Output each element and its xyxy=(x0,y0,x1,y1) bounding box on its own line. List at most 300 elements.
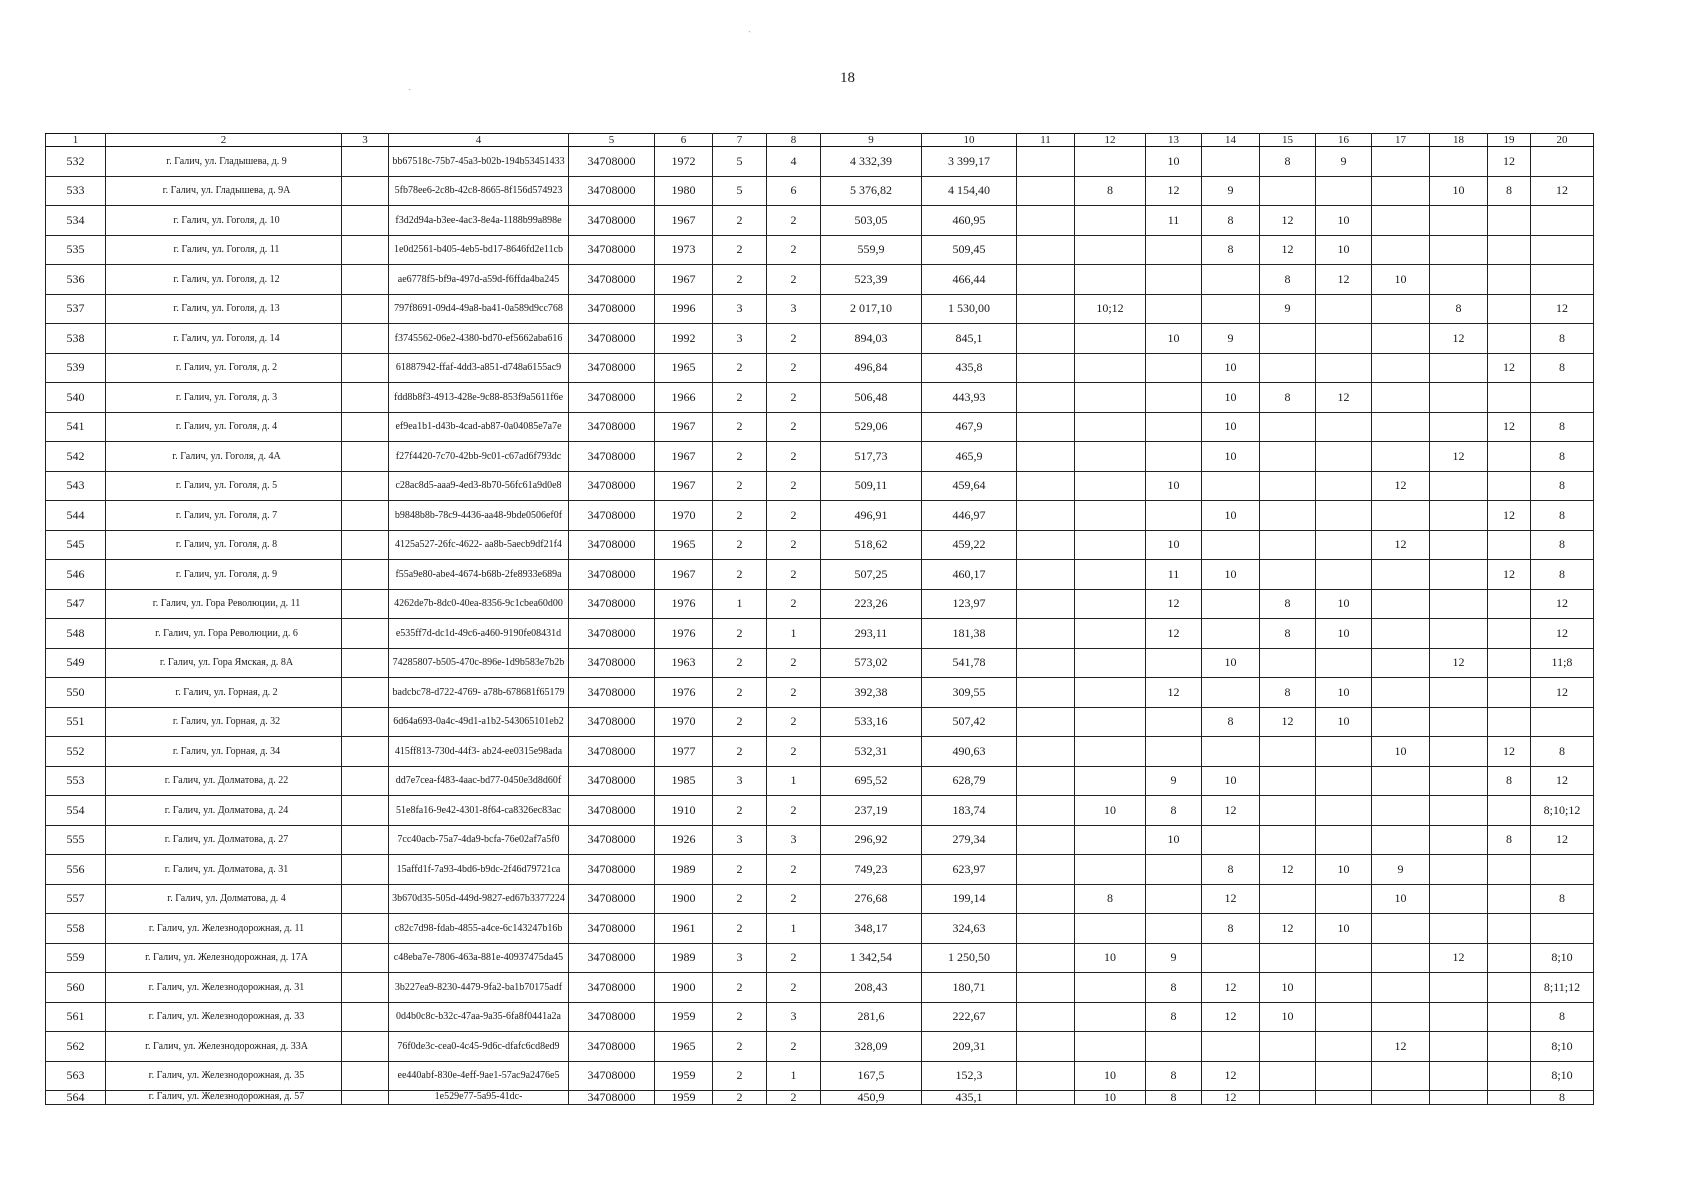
cell-col-4: 15affd1f-7a93-4bd6-b9dc-2f46d79721ca xyxy=(389,855,569,885)
cell-col-7: 2 xyxy=(713,737,767,767)
cell-col-1: 553 xyxy=(46,766,106,796)
cell-col-13: 9 xyxy=(1146,943,1202,973)
table-row xyxy=(46,884,1594,914)
cell-col-6: 1992 xyxy=(655,324,713,354)
cell-col-6: 1910 xyxy=(655,796,713,826)
table-row xyxy=(46,796,1594,826)
cell-col-12: 10 xyxy=(1075,1091,1146,1105)
table-row xyxy=(46,678,1594,708)
cell-col-13 xyxy=(1146,914,1202,944)
cell-col-2: г. Галич, ул. Долматова, д. 22 xyxy=(106,766,342,796)
cell-col-20 xyxy=(1531,383,1594,413)
cell-col-7: 2 xyxy=(713,501,767,531)
column-header-8: 8 xyxy=(767,134,821,147)
cell-col-9: 5 376,82 xyxy=(821,176,922,206)
cell-col-17 xyxy=(1372,294,1430,324)
cell-col-2: г. Галич, ул. Железнодорожная, д. 33 xyxy=(106,1002,342,1032)
cell-col-15: 12 xyxy=(1260,206,1316,236)
cell-col-3 xyxy=(342,855,389,885)
column-number-row xyxy=(46,134,1594,147)
cell-col-3 xyxy=(342,383,389,413)
cell-col-4: 51e8fa16-9e42-4301-8f64-ca8326ec83ac xyxy=(389,796,569,826)
page-number: 18 xyxy=(840,70,855,86)
cell-col-4: 61887942-ffaf-4dd3-a851-d748a6155ac9 xyxy=(389,353,569,383)
cell-col-14: 9 xyxy=(1202,176,1260,206)
cell-col-2: г. Галич, ул. Долматова, д. 31 xyxy=(106,855,342,885)
cell-col-14: 8 xyxy=(1202,206,1260,236)
cell-col-8: 2 xyxy=(767,737,821,767)
table-row xyxy=(46,648,1594,678)
cell-col-2: г. Галич, ул. Гоголя, д. 3 xyxy=(106,383,342,413)
cell-col-9: 894,03 xyxy=(821,324,922,354)
cell-col-8: 3 xyxy=(767,1002,821,1032)
cell-col-14: 12 xyxy=(1202,1091,1260,1105)
cell-col-12 xyxy=(1075,235,1146,265)
cell-col-2: г. Галич, ул. Гора Ямская, д. 8А xyxy=(106,648,342,678)
cell-col-7: 2 xyxy=(713,442,767,472)
cell-col-12 xyxy=(1075,766,1146,796)
cell-col-9: 293,11 xyxy=(821,619,922,649)
cell-col-7: 5 xyxy=(713,176,767,206)
cell-col-9: 532,31 xyxy=(821,737,922,767)
cell-col-20 xyxy=(1531,235,1594,265)
cell-col-2: г. Галич, ул. Гоголя, д. 9 xyxy=(106,560,342,590)
cell-col-17 xyxy=(1372,973,1430,1003)
cell-col-1: 554 xyxy=(46,796,106,826)
cell-col-7: 2 xyxy=(713,678,767,708)
cell-col-12 xyxy=(1075,973,1146,1003)
cell-col-17 xyxy=(1372,943,1430,973)
cell-col-8: 1 xyxy=(767,619,821,649)
table-row xyxy=(46,442,1594,472)
cell-col-10: 509,45 xyxy=(922,235,1017,265)
cell-col-17 xyxy=(1372,825,1430,855)
cell-col-11 xyxy=(1017,707,1075,737)
cell-col-12 xyxy=(1075,737,1146,767)
table-row xyxy=(46,737,1594,767)
cell-col-2: г. Галич, ул. Долматова, д. 4 xyxy=(106,884,342,914)
cell-col-10: 443,93 xyxy=(922,383,1017,413)
cell-col-5: 34708000 xyxy=(569,1091,655,1105)
cell-col-8: 2 xyxy=(767,1091,821,1105)
cell-col-8: 2 xyxy=(767,648,821,678)
cell-col-14: 12 xyxy=(1202,796,1260,826)
cell-col-15 xyxy=(1260,737,1316,767)
cell-col-10: 623,97 xyxy=(922,855,1017,885)
cell-col-9: 507,25 xyxy=(821,560,922,590)
cell-col-1: 545 xyxy=(46,530,106,560)
cell-col-13 xyxy=(1146,707,1202,737)
cell-col-1: 540 xyxy=(46,383,106,413)
cell-col-11 xyxy=(1017,383,1075,413)
cell-col-19 xyxy=(1488,619,1531,649)
cell-col-1: 538 xyxy=(46,324,106,354)
cell-col-4: 5fb78ee6-2c8b-42c8-8665-8f156d574923 xyxy=(389,176,569,206)
cell-col-18 xyxy=(1430,737,1488,767)
cell-col-3 xyxy=(342,619,389,649)
table-row xyxy=(46,471,1594,501)
cell-col-19 xyxy=(1488,648,1531,678)
cell-col-13: 12 xyxy=(1146,678,1202,708)
cell-col-2: г. Галич, ул. Гладышева, д. 9 xyxy=(106,147,342,177)
table-row xyxy=(46,855,1594,885)
cell-col-10: 459,64 xyxy=(922,471,1017,501)
cell-col-14: 10 xyxy=(1202,353,1260,383)
cell-col-19 xyxy=(1488,589,1531,619)
cell-col-8: 2 xyxy=(767,973,821,1003)
cell-col-12 xyxy=(1075,324,1146,354)
cell-col-16: 10 xyxy=(1316,855,1372,885)
cell-col-16 xyxy=(1316,825,1372,855)
cell-col-7: 2 xyxy=(713,471,767,501)
cell-col-10: 209,31 xyxy=(922,1032,1017,1062)
cell-col-9: 167,5 xyxy=(821,1061,922,1091)
cell-col-18: 12 xyxy=(1430,324,1488,354)
cell-col-5: 34708000 xyxy=(569,619,655,649)
cell-col-14 xyxy=(1202,589,1260,619)
cell-col-13: 10 xyxy=(1146,147,1202,177)
cell-col-16 xyxy=(1316,1061,1372,1091)
cell-col-1: 555 xyxy=(46,825,106,855)
cell-col-10: 199,14 xyxy=(922,884,1017,914)
cell-col-14 xyxy=(1202,471,1260,501)
cell-col-18 xyxy=(1430,501,1488,531)
cell-col-8: 2 xyxy=(767,383,821,413)
table-row xyxy=(46,707,1594,737)
table-row xyxy=(46,412,1594,442)
cell-col-18 xyxy=(1430,265,1488,295)
cell-col-19: 12 xyxy=(1488,560,1531,590)
cell-col-11 xyxy=(1017,324,1075,354)
cell-col-6: 1959 xyxy=(655,1002,713,1032)
cell-col-19: 12 xyxy=(1488,147,1531,177)
cell-col-16 xyxy=(1316,973,1372,1003)
cell-col-8: 6 xyxy=(767,176,821,206)
cell-col-14 xyxy=(1202,943,1260,973)
cell-col-2: г. Галич, ул. Гоголя, д. 14 xyxy=(106,324,342,354)
cell-col-17: 9 xyxy=(1372,855,1430,885)
cell-col-10: 459,22 xyxy=(922,530,1017,560)
cell-col-12 xyxy=(1075,825,1146,855)
cell-col-11 xyxy=(1017,353,1075,383)
cell-col-10: 1 530,00 xyxy=(922,294,1017,324)
cell-col-6: 1972 xyxy=(655,147,713,177)
cell-col-3 xyxy=(342,560,389,590)
cell-col-12 xyxy=(1075,353,1146,383)
cell-col-19 xyxy=(1488,678,1531,708)
cell-col-1: 562 xyxy=(46,1032,106,1062)
cell-col-9: 509,11 xyxy=(821,471,922,501)
cell-col-19 xyxy=(1488,1032,1531,1062)
cell-col-12 xyxy=(1075,707,1146,737)
cell-col-10: 435,1 xyxy=(922,1091,1017,1105)
cell-col-7: 2 xyxy=(713,707,767,737)
cell-col-2: г. Галич, ул. Горная, д. 34 xyxy=(106,737,342,767)
cell-col-15 xyxy=(1260,648,1316,678)
cell-col-3 xyxy=(342,796,389,826)
cell-col-5: 34708000 xyxy=(569,648,655,678)
cell-col-4: 3b670d35-505d-449d-9827-ed67b3377224 xyxy=(389,884,569,914)
cell-col-20: 8 xyxy=(1531,412,1594,442)
cell-col-7: 3 xyxy=(713,766,767,796)
cell-col-11 xyxy=(1017,265,1075,295)
cell-col-8: 4 xyxy=(767,147,821,177)
cell-col-6: 1967 xyxy=(655,206,713,236)
column-header-12: 12 xyxy=(1075,134,1146,147)
cell-col-11 xyxy=(1017,530,1075,560)
cell-col-2: г. Галич, ул. Железнодорожная, д. 31 xyxy=(106,973,342,1003)
cell-col-5: 34708000 xyxy=(569,294,655,324)
cell-col-13: 11 xyxy=(1146,560,1202,590)
cell-col-13 xyxy=(1146,294,1202,324)
cell-col-15: 8 xyxy=(1260,265,1316,295)
cell-col-18 xyxy=(1430,147,1488,177)
cell-col-8: 2 xyxy=(767,324,821,354)
cell-col-13: 8 xyxy=(1146,973,1202,1003)
cell-col-13 xyxy=(1146,412,1202,442)
cell-col-11 xyxy=(1017,796,1075,826)
cell-col-9: 1 342,54 xyxy=(821,943,922,973)
cell-col-15 xyxy=(1260,1032,1316,1062)
cell-col-9: 523,39 xyxy=(821,265,922,295)
cell-col-10: 3 399,17 xyxy=(922,147,1017,177)
cell-col-5: 34708000 xyxy=(569,796,655,826)
cell-col-11 xyxy=(1017,943,1075,973)
cell-col-8: 1 xyxy=(767,766,821,796)
cell-col-15: 10 xyxy=(1260,973,1316,1003)
cell-col-14: 8 xyxy=(1202,914,1260,944)
cell-col-17 xyxy=(1372,766,1430,796)
cell-col-2: г. Галич, ул. Железнодорожная, д. 33А xyxy=(106,1032,342,1062)
cell-col-3 xyxy=(342,1002,389,1032)
cell-col-20: 8;10;12 xyxy=(1531,796,1594,826)
cell-col-6: 1965 xyxy=(655,1032,713,1062)
cell-col-17: 10 xyxy=(1372,265,1430,295)
cell-col-15 xyxy=(1260,442,1316,472)
cell-col-17 xyxy=(1372,206,1430,236)
cell-col-12: 10 xyxy=(1075,796,1146,826)
cell-col-6: 1980 xyxy=(655,176,713,206)
table-row xyxy=(46,589,1594,619)
cell-col-13: 10 xyxy=(1146,324,1202,354)
cell-col-5: 34708000 xyxy=(569,914,655,944)
cell-col-20: 8 xyxy=(1531,1002,1594,1032)
cell-col-12 xyxy=(1075,855,1146,885)
cell-col-8: 2 xyxy=(767,678,821,708)
cell-col-7: 2 xyxy=(713,560,767,590)
cell-col-5: 34708000 xyxy=(569,324,655,354)
cell-col-10: 465,9 xyxy=(922,442,1017,472)
cell-col-13: 10 xyxy=(1146,530,1202,560)
cell-col-1: 551 xyxy=(46,707,106,737)
cell-col-4: 76f0de3c-cea0-4c45-9d6c-dfafc6cd8ed9 xyxy=(389,1032,569,1062)
cell-col-6: 1967 xyxy=(655,412,713,442)
cell-col-19 xyxy=(1488,943,1531,973)
cell-col-6: 1967 xyxy=(655,560,713,590)
cell-col-15 xyxy=(1260,176,1316,206)
cell-col-11 xyxy=(1017,176,1075,206)
cell-col-5: 34708000 xyxy=(569,884,655,914)
cell-col-9: 223,26 xyxy=(821,589,922,619)
cell-col-2: г. Галич, ул. Гладышева, д. 9А xyxy=(106,176,342,206)
cell-col-4: 4262de7b-8dc0-40ea-8356-9c1cbea60d00 xyxy=(389,589,569,619)
cell-col-13: 8 xyxy=(1146,1091,1202,1105)
cell-col-1: 548 xyxy=(46,619,106,649)
cell-col-8: 2 xyxy=(767,265,821,295)
cell-col-9: 496,91 xyxy=(821,501,922,531)
cell-col-11 xyxy=(1017,855,1075,885)
cell-col-5: 34708000 xyxy=(569,973,655,1003)
cell-col-16 xyxy=(1316,884,1372,914)
cell-col-11 xyxy=(1017,619,1075,649)
cell-col-5: 34708000 xyxy=(569,501,655,531)
cell-col-15: 8 xyxy=(1260,619,1316,649)
cell-col-20: 12 xyxy=(1531,619,1594,649)
cell-col-13 xyxy=(1146,353,1202,383)
cell-col-6: 1989 xyxy=(655,943,713,973)
cell-col-20: 12 xyxy=(1531,825,1594,855)
cell-col-5: 34708000 xyxy=(569,1002,655,1032)
cell-col-13 xyxy=(1146,855,1202,885)
cell-col-19: 12 xyxy=(1488,737,1531,767)
cell-col-13 xyxy=(1146,501,1202,531)
cell-col-14 xyxy=(1202,825,1260,855)
cell-col-1: 559 xyxy=(46,943,106,973)
cell-col-13: 8 xyxy=(1146,796,1202,826)
cell-col-19 xyxy=(1488,324,1531,354)
cell-col-17: 12 xyxy=(1372,530,1430,560)
cell-col-2: г. Галич, ул. Гоголя, д. 2 xyxy=(106,353,342,383)
cell-col-4: f3d2d94a-b3ee-4ac3-8e4a-1188b99a898e xyxy=(389,206,569,236)
table-row xyxy=(46,147,1594,177)
cell-col-3 xyxy=(342,412,389,442)
cell-col-8: 1 xyxy=(767,1061,821,1091)
cell-col-14 xyxy=(1202,265,1260,295)
cell-col-20: 8;10 xyxy=(1531,1061,1594,1091)
cell-col-18 xyxy=(1430,825,1488,855)
cell-col-9: 208,43 xyxy=(821,973,922,1003)
cell-col-12 xyxy=(1075,206,1146,236)
cell-col-15 xyxy=(1260,530,1316,560)
cell-col-7: 3 xyxy=(713,324,767,354)
cell-col-13 xyxy=(1146,648,1202,678)
cell-col-20: 12 xyxy=(1531,294,1594,324)
cell-col-20 xyxy=(1531,206,1594,236)
cell-col-3 xyxy=(342,324,389,354)
table-row xyxy=(46,501,1594,531)
cell-col-7: 1 xyxy=(713,589,767,619)
cell-col-11 xyxy=(1017,914,1075,944)
cell-col-18 xyxy=(1430,796,1488,826)
cell-col-16 xyxy=(1316,353,1372,383)
cell-col-7: 2 xyxy=(713,235,767,265)
cell-col-17 xyxy=(1372,501,1430,531)
cell-col-7: 2 xyxy=(713,1091,767,1105)
cell-col-3 xyxy=(342,589,389,619)
cell-col-7: 2 xyxy=(713,648,767,678)
cell-col-3 xyxy=(342,206,389,236)
cell-col-5: 34708000 xyxy=(569,147,655,177)
cell-col-12 xyxy=(1075,412,1146,442)
cell-col-9: 281,6 xyxy=(821,1002,922,1032)
cell-col-19 xyxy=(1488,1061,1531,1091)
cell-col-7: 2 xyxy=(713,353,767,383)
cell-col-1: 550 xyxy=(46,678,106,708)
cell-col-16 xyxy=(1316,943,1372,973)
cell-col-1: 547 xyxy=(46,589,106,619)
cell-col-15: 10 xyxy=(1260,1002,1316,1032)
cell-col-19: 8 xyxy=(1488,766,1531,796)
cell-col-14: 10 xyxy=(1202,412,1260,442)
cell-col-16 xyxy=(1316,648,1372,678)
cell-col-18: 8 xyxy=(1430,294,1488,324)
cell-col-8: 2 xyxy=(767,235,821,265)
cell-col-14: 8 xyxy=(1202,235,1260,265)
cell-col-3 xyxy=(342,530,389,560)
cell-col-10: 309,55 xyxy=(922,678,1017,708)
cell-col-14 xyxy=(1202,737,1260,767)
cell-col-4: 1e0d2561-b405-4eb5-bd17-8646fd2e11cb xyxy=(389,235,569,265)
cell-col-15 xyxy=(1260,943,1316,973)
cell-col-16 xyxy=(1316,412,1372,442)
cell-col-17 xyxy=(1372,914,1430,944)
cell-col-17 xyxy=(1372,412,1430,442)
cell-col-8: 2 xyxy=(767,855,821,885)
cell-col-20 xyxy=(1531,855,1594,885)
cell-col-10: 490,63 xyxy=(922,737,1017,767)
cell-col-1: 533 xyxy=(46,176,106,206)
cell-col-7: 2 xyxy=(713,383,767,413)
cell-col-20 xyxy=(1531,914,1594,944)
column-header-11: 11 xyxy=(1017,134,1075,147)
cell-col-12 xyxy=(1075,501,1146,531)
cell-col-13 xyxy=(1146,1032,1202,1062)
cell-col-5: 34708000 xyxy=(569,855,655,885)
cell-col-19 xyxy=(1488,855,1531,885)
cell-col-15 xyxy=(1260,560,1316,590)
cell-col-10: 4 154,40 xyxy=(922,176,1017,206)
cell-col-14 xyxy=(1202,147,1260,177)
cell-col-4: dd7e7cea-f483-4aac-bd77-0450e3d8d60f xyxy=(389,766,569,796)
cell-col-8: 2 xyxy=(767,412,821,442)
table-row xyxy=(46,265,1594,295)
cell-col-17 xyxy=(1372,442,1430,472)
cell-col-11 xyxy=(1017,442,1075,472)
cell-col-12 xyxy=(1075,589,1146,619)
table-row xyxy=(46,530,1594,560)
cell-col-6: 1965 xyxy=(655,530,713,560)
cell-col-18 xyxy=(1430,1091,1488,1105)
cell-col-3 xyxy=(342,471,389,501)
cell-col-15 xyxy=(1260,471,1316,501)
cell-col-2: г. Галич, ул. Гоголя, д. 10 xyxy=(106,206,342,236)
cell-col-10: 183,74 xyxy=(922,796,1017,826)
cell-col-10: 435,8 xyxy=(922,353,1017,383)
column-header-2: 2 xyxy=(106,134,342,147)
cell-col-11 xyxy=(1017,560,1075,590)
cell-col-20: 8;11;12 xyxy=(1531,973,1594,1003)
cell-col-13 xyxy=(1146,884,1202,914)
cell-col-17 xyxy=(1372,1061,1430,1091)
column-header-15: 15 xyxy=(1260,134,1316,147)
table-row xyxy=(46,324,1594,354)
cell-col-9: 328,09 xyxy=(821,1032,922,1062)
cell-col-5: 34708000 xyxy=(569,589,655,619)
cell-col-20 xyxy=(1531,147,1594,177)
cell-col-2: г. Галич, ул. Гоголя, д. 7 xyxy=(106,501,342,531)
cell-col-13 xyxy=(1146,265,1202,295)
cell-col-2: г. Галич, ул. Гоголя, д. 11 xyxy=(106,235,342,265)
